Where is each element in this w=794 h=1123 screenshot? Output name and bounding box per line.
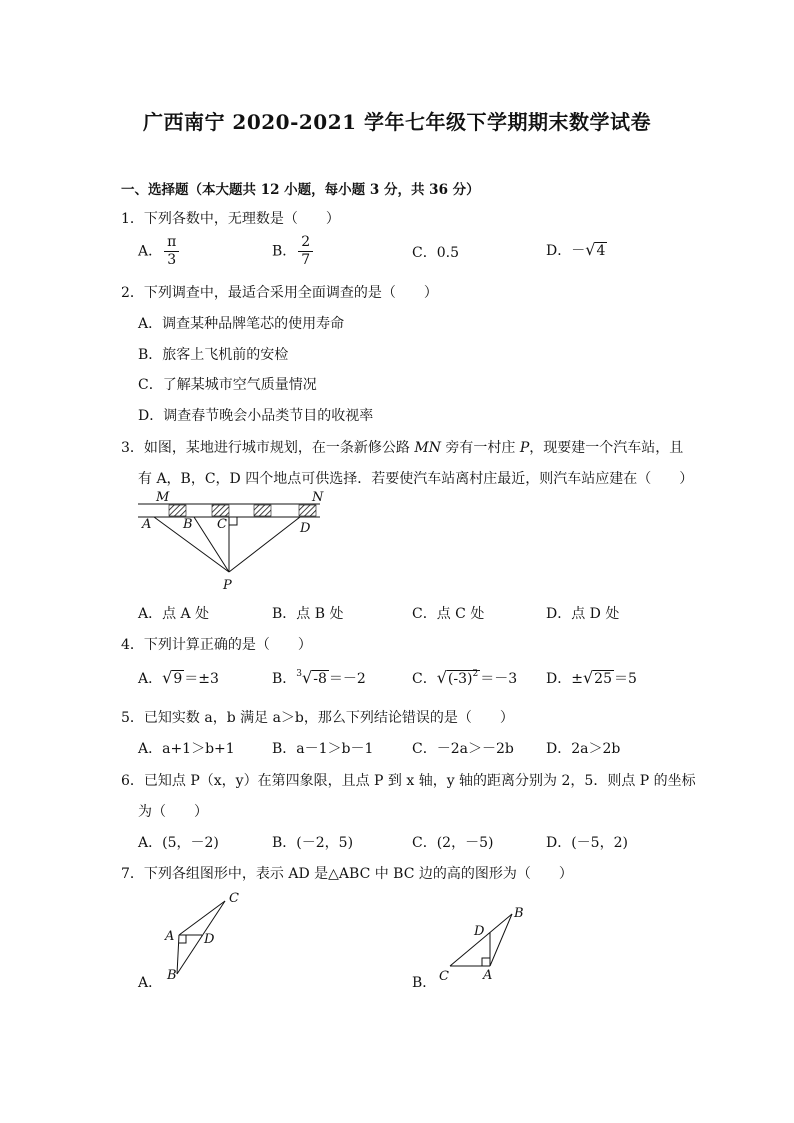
q3-option-a: A．点 A 处 bbox=[138, 606, 210, 622]
sqrt-9: √9 bbox=[162, 668, 183, 687]
label-m: M bbox=[156, 490, 170, 505]
label-p: P bbox=[223, 578, 232, 593]
segment-bc bbox=[177, 901, 225, 974]
q2-option-c: C．了解某城市空气质量情况 bbox=[138, 377, 317, 393]
q4-stem: 4．下列计算正确的是（ ） bbox=[121, 637, 312, 653]
label-d: D bbox=[300, 521, 311, 536]
q6-option-d: D．(－5，2) bbox=[546, 835, 628, 851]
section-heading: 一、选择题（本大题共 12 小题，每小题 3 分，共 36 分） bbox=[121, 182, 480, 198]
q1-option-b: B． $\frac{2}{7}$ bbox=[272, 234, 313, 269]
q2-option-a: A．调查某种品牌笔芯的使用寿命 bbox=[138, 316, 345, 332]
segment-cb bbox=[450, 914, 512, 966]
page-title: 广西南宁 2020-2021 学年七年级下学期期末数学试卷 bbox=[142, 110, 652, 134]
label-a: A bbox=[483, 968, 493, 983]
segment-ab bbox=[177, 935, 179, 974]
label-d: D bbox=[474, 924, 485, 939]
q5-option-d: D．2a＞2b bbox=[546, 741, 621, 757]
sqrt-4: √4 bbox=[585, 240, 606, 259]
label-b: B bbox=[514, 906, 524, 921]
q3-stem-line2: 有 A，B，C，D 四个地点可供选择．若要使汽车站离村庄最近，则汽车站应建在（ ） bbox=[138, 471, 694, 487]
segment-pd bbox=[229, 517, 300, 572]
q5-option-a: A．a+1＞b+1 bbox=[138, 741, 235, 757]
label-b: B bbox=[167, 968, 177, 983]
label-a: A bbox=[142, 517, 152, 532]
label-c: C bbox=[217, 517, 227, 532]
q1-option-a: A． $\frac{\pi}{3}$ bbox=[138, 234, 179, 269]
right-angle-mark bbox=[482, 958, 490, 966]
road-hatch-block bbox=[299, 505, 316, 516]
q6-stem-line2: 为（ ） bbox=[138, 804, 208, 820]
q5-option-c: C．－2a＞－2b bbox=[412, 741, 514, 757]
segment-ab bbox=[490, 914, 512, 966]
q7-figure-b bbox=[432, 900, 542, 990]
q1-stem: 1．下列各数中，无理数是（ ） bbox=[121, 211, 340, 227]
q2-option-d: D．调查春节晚会小品类节目的收视率 bbox=[138, 408, 374, 424]
fraction-2-over-7: $\frac{2}{7}$ bbox=[298, 234, 313, 269]
q6-option-a: A．(5，－2) bbox=[138, 835, 219, 851]
road-hatch-block bbox=[212, 505, 229, 516]
q2-option-b: B．旅客上飞机前的安检 bbox=[138, 347, 289, 363]
q4-option-b: B．$^3$√-8 ＝－2 bbox=[272, 668, 366, 687]
q4-option-d: D．±√25 ＝5 bbox=[546, 668, 637, 687]
q7-stem: 7．下列各组图形中，表示 AD 是△ABC 中 BC 边的高的图形为（ ） bbox=[121, 866, 573, 882]
q6-stem-line1: 6．已知点 P（x，y）在第四象限，且点 P 到 x 轴，y 轴的距离分别为 2，5．则点 P 的坐标 bbox=[121, 773, 696, 789]
fraction-pi-over-3: $\frac{\pi}{3}$ bbox=[164, 234, 179, 269]
q3-option-c: C．点 C 处 bbox=[412, 606, 485, 622]
label-c: C bbox=[439, 969, 449, 984]
right-angle-mark bbox=[229, 517, 237, 525]
road-hatch-block bbox=[169, 505, 186, 516]
q1-option-d: D．－√4 bbox=[546, 240, 606, 259]
q3-road-figure bbox=[134, 488, 334, 594]
cube-root-neg-8: √-8 bbox=[302, 668, 327, 687]
label-d: D bbox=[204, 932, 215, 947]
q6-option-c: C．(2，－5) bbox=[412, 835, 494, 851]
segment-ac bbox=[179, 901, 225, 935]
q2-stem: 2．下列调查中，最适合采用全面调查的是（ ） bbox=[121, 285, 438, 301]
q4-option-c: C．$√(-3)^2 =-3$ bbox=[412, 668, 518, 687]
q7-option-b: B． bbox=[412, 975, 437, 991]
q7-option-a: A． bbox=[138, 975, 163, 991]
q3-option-b: B．点 B 处 bbox=[272, 606, 344, 622]
q5-stem: 5．已知实数 a，b 满足 a＞b，那么下列结论错误的是（ ） bbox=[121, 710, 514, 726]
q3-stem-line1: 3．如图，某地进行城市规划，在一条新修公路 MN 旁有一村庄 P，现要建一个汽车站，且 bbox=[121, 440, 684, 456]
right-angle-mark bbox=[179, 935, 186, 943]
sqrt-neg3-squared: $√(-3)^2$ bbox=[436, 668, 479, 687]
q1-option-c: C．0.5 bbox=[412, 245, 459, 261]
label-c: C bbox=[229, 891, 239, 906]
q5-option-b: B．a－1＞b－1 bbox=[272, 741, 374, 757]
label-n: N bbox=[312, 490, 324, 505]
sqrt-25: √25 bbox=[582, 668, 612, 687]
q4-option-a: A．√9 ＝±3 bbox=[138, 668, 219, 687]
road-hatch-block bbox=[254, 505, 271, 516]
label-b: B bbox=[183, 517, 193, 532]
label-a: A bbox=[165, 929, 175, 944]
q6-option-b: B．(－2，5) bbox=[272, 835, 354, 851]
q3-option-d: D．点 D 处 bbox=[546, 606, 620, 622]
q7-figure-a bbox=[160, 888, 250, 988]
